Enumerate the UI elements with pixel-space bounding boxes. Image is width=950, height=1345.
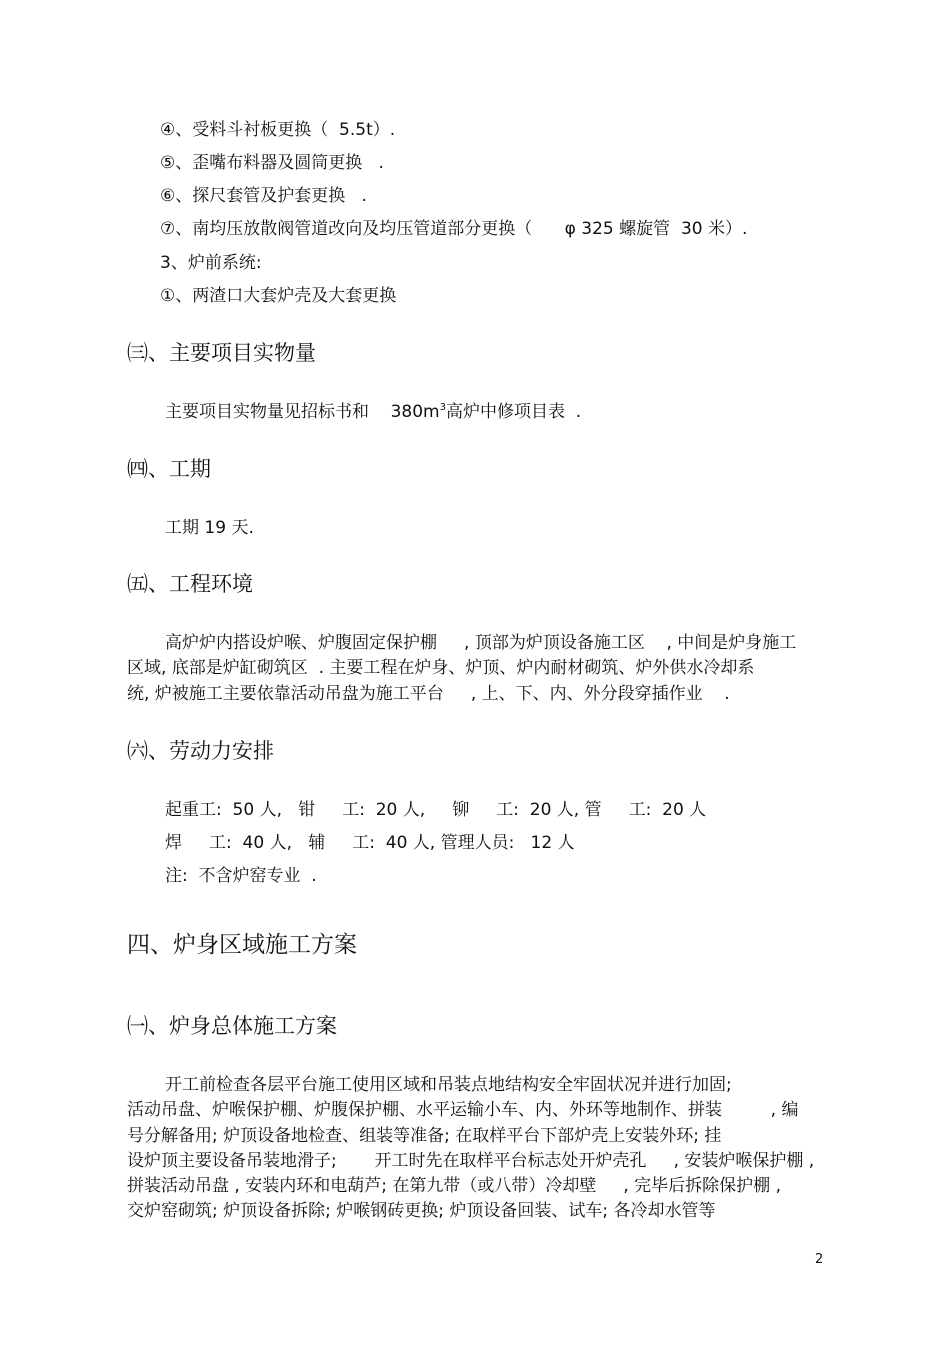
quantities-text: 主要项目实物量见招标书和 380m	[165, 402, 440, 422]
plan-line: 开工前检查各层平台施工使用区域和吊装点地结构安全牢固状况并进行加固;	[165, 1075, 732, 1095]
section-heading-quantities: ㈢、主要项目实物量	[127, 341, 316, 365]
plan-line: 号分解备用; 炉顶设备地检查、组装等准备; 在取样平台下部炉壳上安装外环; 挂	[127, 1126, 722, 1146]
plan-line: 交炉窑砌筑; 炉顶设备拆除; 炉喉钢砖更换; 炉顶设备回装、试车; 各冷却水管等	[127, 1201, 716, 1221]
section-heading-schedule: ㈣、工期	[127, 457, 211, 481]
list-item: 3、炉前系统:	[160, 253, 262, 273]
superscript: 3	[439, 402, 446, 413]
labor-line: 焊 工: 40 人, 辅 工: 40 人, 管理人员: 12 人	[165, 833, 575, 853]
list-item: ⑦、南均压放散阀管道改向及均压管道部分更换（ φ 325 螺旋管 30 米）.	[160, 219, 748, 239]
list-item: ①、两渣口大套炉壳及大套更换	[160, 286, 397, 306]
schedule-paragraph: 工期 19 天.	[165, 518, 254, 538]
subsection-heading: ㈠、炉身总体施工方案	[127, 1014, 337, 1038]
section-heading-environment: ㈤、工程环境	[127, 572, 253, 596]
list-item: ⑥、探尺套管及护套更换 .	[160, 186, 367, 206]
labor-line: 起重工: 50 人, 钳 工: 20 人, 铆 工: 20 人, 管 工: 20 人	[165, 800, 707, 820]
plan-line: 设炉顶主要设备吊装地滑子; 开工时先在取样平台标志处开炉壳孔 , 安装炉喉保护棚 ,	[127, 1151, 815, 1171]
quantities-paragraph	[165, 402, 581, 422]
list-item: ⑤、歪嘴布料器及圆筒更换 .	[160, 153, 384, 173]
chapter-heading: 四、炉身区域施工方案	[127, 932, 357, 958]
list-item: ④、受料斗衬板更换（ 5.5t）.	[160, 120, 396, 140]
labor-note: 注: 不含炉窑专业 .	[165, 866, 317, 886]
environment-line: 统, 炉被施工主要依靠活动吊盘为施工平台 , 上、下、内、外分段穿插作业 .	[127, 684, 730, 704]
page-number: 2	[815, 1252, 824, 1267]
plan-line: 活动吊盘、炉喉保护棚、炉腹保护棚、水平运输小车、内、外环等地制作、拼装 , 编	[127, 1100, 799, 1120]
section-heading-labor: ㈥、劳动力安排	[127, 739, 274, 763]
environment-line: 区域, 底部是炉缸砌筑区 . 主要工程在炉身、炉顶、炉内耐材砌筑、炉外供水冷却系	[127, 658, 755, 678]
quantities-text-end: 高炉中修项目表 .	[446, 402, 582, 422]
environment-line: 高炉炉内搭设炉喉、炉腹固定保护棚 , 顶部为炉顶设备施工区 , 中间是炉身施工	[165, 633, 797, 653]
plan-line: 拼装活动吊盘 , 安装内环和电葫芦; 在第九带（或八带）冷却壁 , 完毕后拆除保护棚 ,	[127, 1176, 781, 1196]
